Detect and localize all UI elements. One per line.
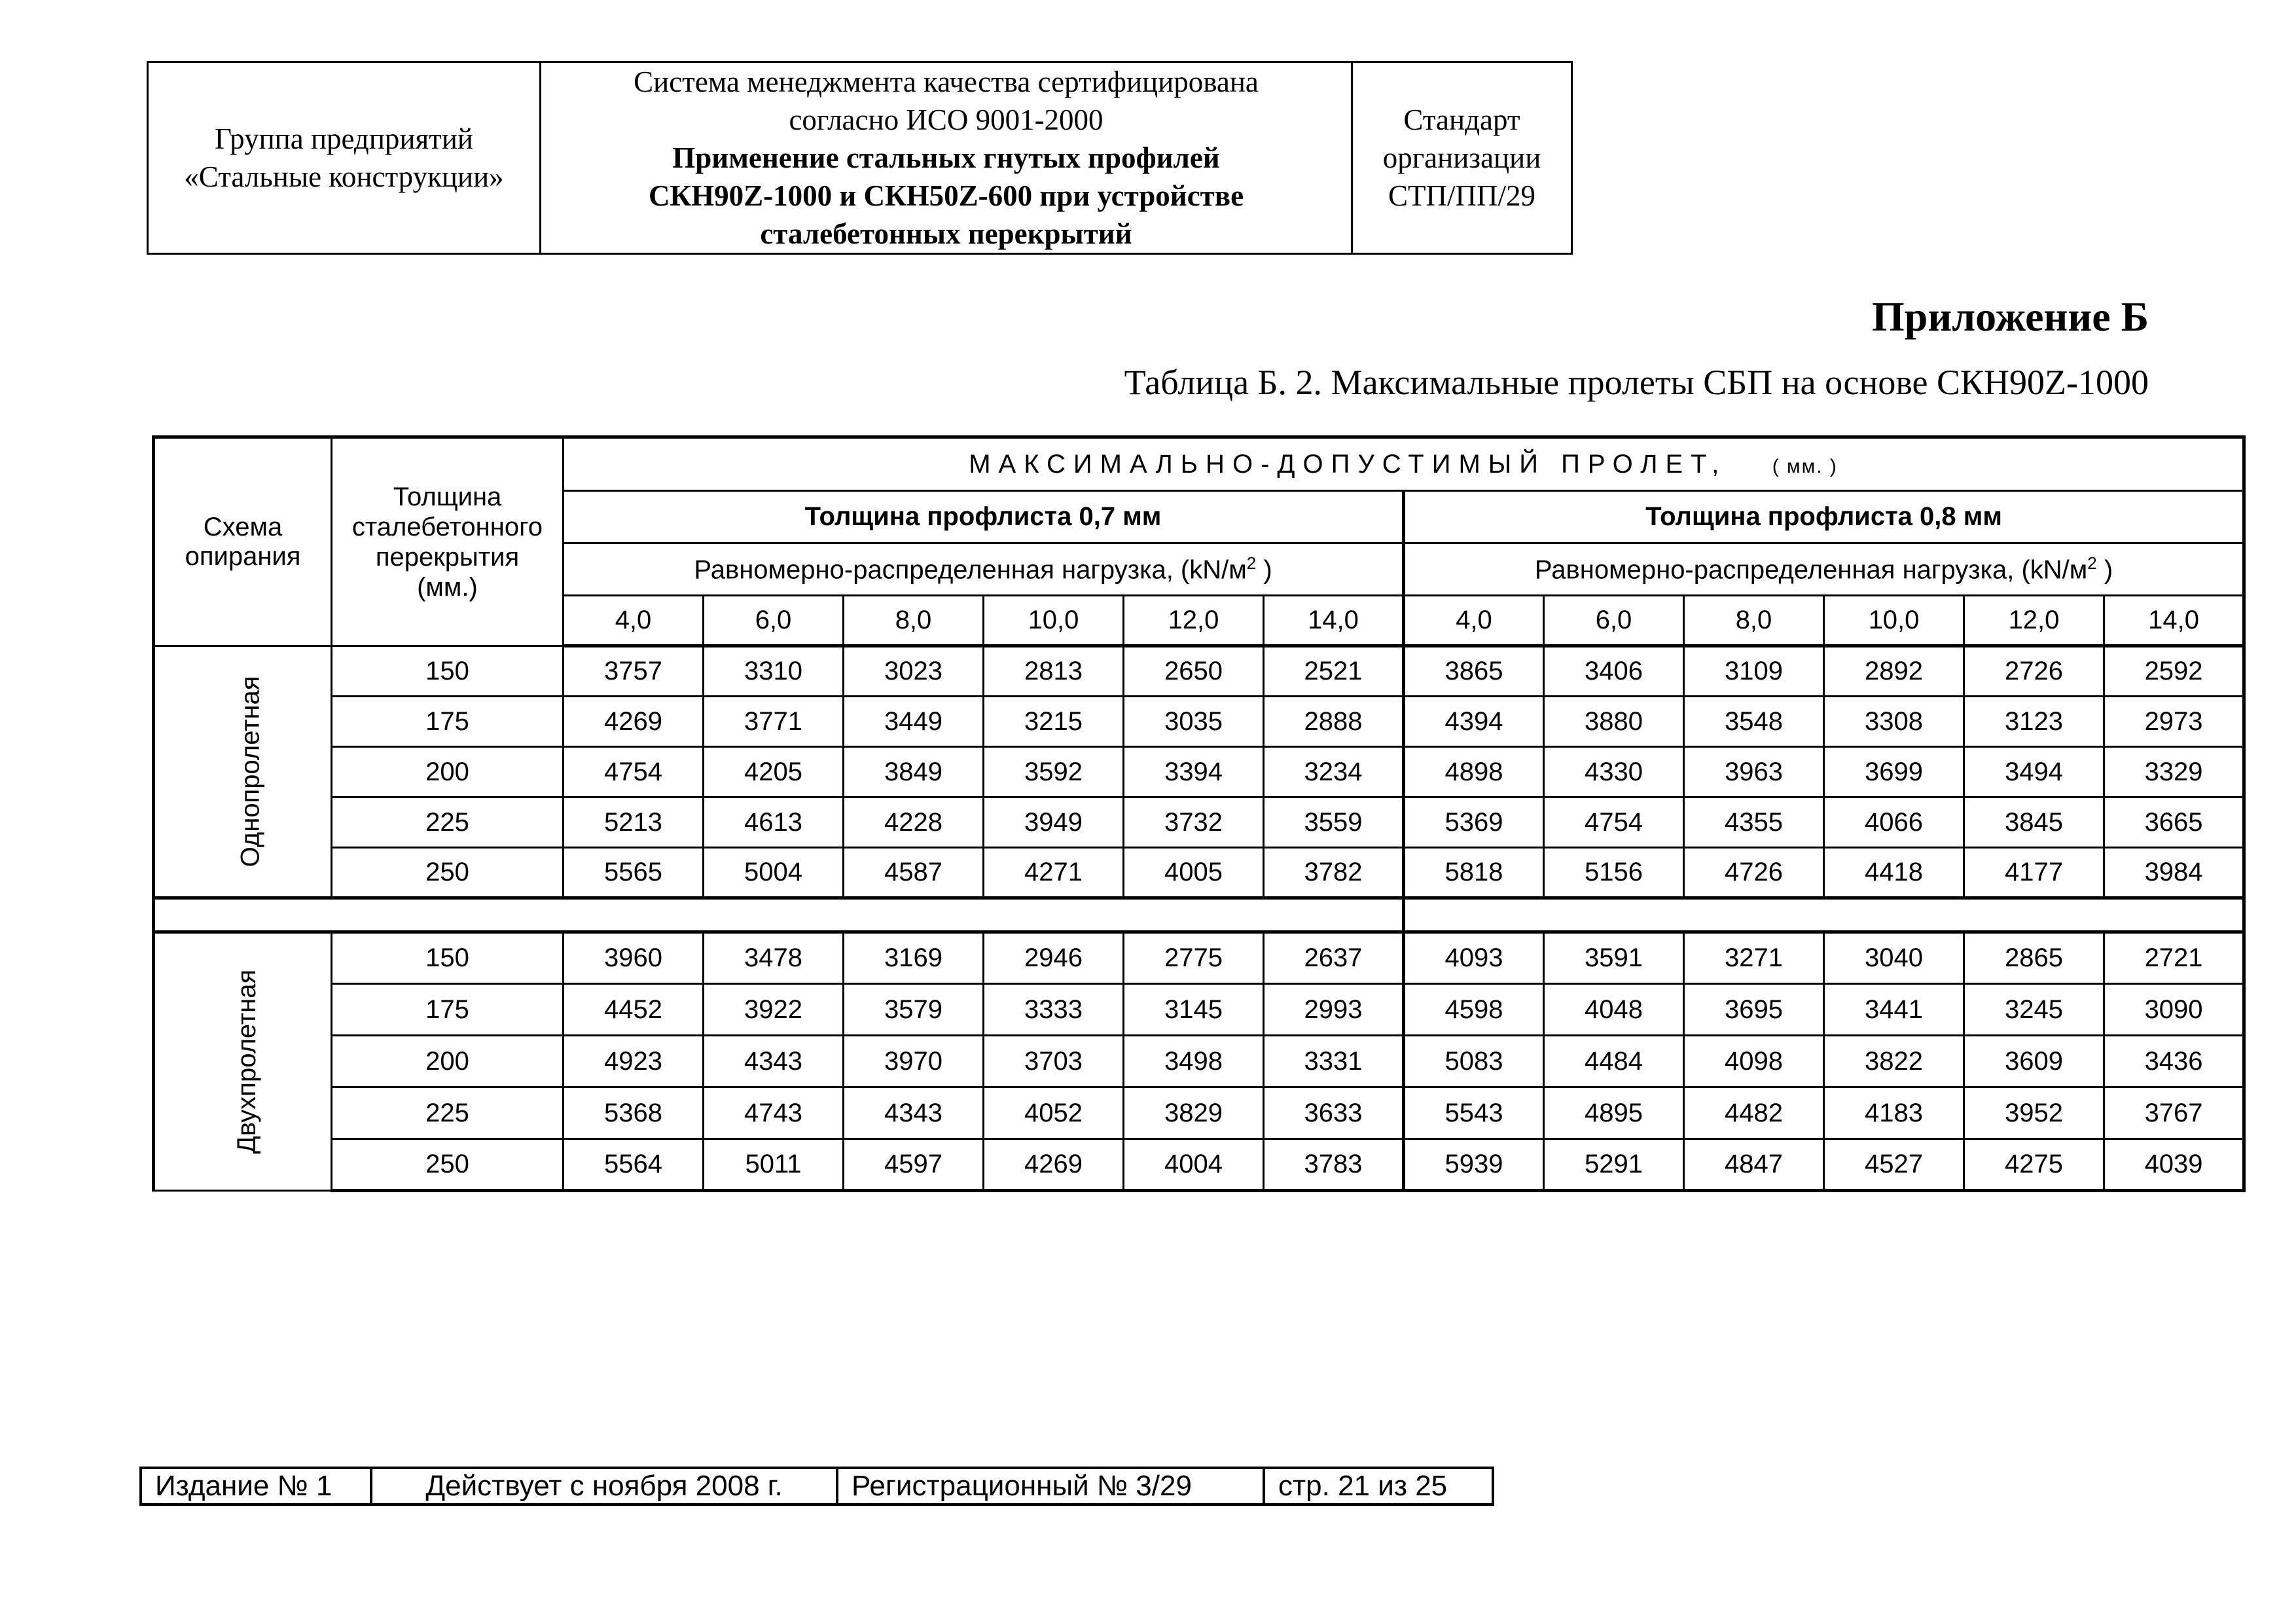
span-value-cell: 3952 xyxy=(1964,1087,2104,1139)
span-value-cell: 4004 xyxy=(1124,1139,1264,1191)
span-value-cell: 3449 xyxy=(844,697,984,747)
span-value-cell: 3271 xyxy=(1684,932,1824,984)
scheme-cell xyxy=(154,932,332,1191)
span-value-cell: 5004 xyxy=(704,848,844,898)
thickness-header-line: перекрытия xyxy=(375,542,520,572)
span-value-cell: 4743 xyxy=(704,1087,844,1139)
group-0-8-header: Толщина профлиста 0,8 мм xyxy=(1404,491,2244,543)
table-row xyxy=(154,932,2244,984)
span-value-cell: 4330 xyxy=(1544,747,1684,797)
span-value-cell: 3494 xyxy=(1964,747,2104,797)
span-value-cell: 4052 xyxy=(984,1087,1124,1139)
standard-line: СТП/ПП/29 xyxy=(1388,179,1535,212)
load-header-b xyxy=(1404,543,2244,596)
span-value-cell: 3592 xyxy=(984,747,1124,797)
span-value-cell: 4269 xyxy=(564,697,704,747)
span-value-cell: 3234 xyxy=(1264,747,1404,797)
load-sup: 2 xyxy=(2087,553,2097,574)
load-close: ) xyxy=(1256,555,1272,585)
span-value-cell: 4613 xyxy=(704,797,844,848)
table-row xyxy=(154,747,2244,797)
company-line: Группа предприятий xyxy=(214,122,474,155)
span-value-cell: 4205 xyxy=(704,747,844,797)
span-value-cell: 3922 xyxy=(704,984,844,1036)
span-value-cell: 2637 xyxy=(1264,932,1404,984)
thickness-cell: 200 xyxy=(332,747,564,797)
span-value-cell: 3703 xyxy=(984,1036,1124,1087)
section-separator xyxy=(154,898,2244,932)
span-value-cell: 3822 xyxy=(1824,1036,1964,1087)
span-value-cell: 4418 xyxy=(1824,848,1964,898)
load-value: 14,0 xyxy=(1264,596,1404,646)
span-value-cell: 3145 xyxy=(1124,984,1264,1036)
max-span-header xyxy=(564,437,2244,491)
span-value-cell: 4271 xyxy=(984,848,1124,898)
span-value-cell: 3845 xyxy=(1964,797,2104,848)
group-0-7-header: Толщина профлиста 0,7 мм xyxy=(564,491,1404,543)
scheme-label: Однопролетная xyxy=(236,676,265,867)
table-row xyxy=(154,1087,2244,1139)
span-value-cell: 5011 xyxy=(704,1139,844,1191)
span-value-cell: 2775 xyxy=(1124,932,1264,984)
span-value-cell: 4177 xyxy=(1964,848,2104,898)
appendix-title: Приложение Б xyxy=(1872,293,2149,340)
load-header-a xyxy=(564,543,1404,596)
standard-cell xyxy=(1352,62,1572,254)
table-row xyxy=(154,984,2244,1036)
span-table xyxy=(152,435,2246,1192)
document-title-line: Применение стальных гнутых профилей xyxy=(672,141,1220,174)
span-value-cell: 3963 xyxy=(1684,747,1824,797)
registration-cell: Регистрационный № 3/29 xyxy=(837,1468,1264,1504)
table-row xyxy=(154,1139,2244,1191)
span-value-cell: 3559 xyxy=(1264,797,1404,848)
qms-line: Система менеджмента качества сертифицирована xyxy=(634,65,1259,98)
load-value: 8,0 xyxy=(1684,596,1824,646)
span-value-cell: 3949 xyxy=(984,797,1124,848)
span-value-cell: 5213 xyxy=(564,797,704,848)
scheme-header-line: опирания xyxy=(185,541,301,571)
span-value-cell: 3695 xyxy=(1684,984,1824,1036)
single-span-section xyxy=(154,646,2244,898)
span-value-cell: 4923 xyxy=(564,1036,704,1087)
span-value-cell: 5368 xyxy=(564,1087,704,1139)
span-value-cell: 3591 xyxy=(1544,932,1684,984)
valid-from-cell: Действует с ноября 2008 г. xyxy=(371,1468,837,1504)
span-value-cell: 3123 xyxy=(1964,697,2104,747)
span-value-cell: 3310 xyxy=(704,646,844,697)
span-value-cell: 3035 xyxy=(1124,697,1264,747)
span-value-cell: 3829 xyxy=(1124,1087,1264,1139)
span-value-cell: 4183 xyxy=(1824,1087,1964,1139)
span-value-cell: 2865 xyxy=(1964,932,2104,984)
span-value-cell: 4269 xyxy=(984,1139,1124,1191)
span-value-cell: 4039 xyxy=(2104,1139,2244,1191)
span-value-cell: 3548 xyxy=(1684,697,1824,747)
thickness-header-line: сталебетонного xyxy=(351,512,543,541)
load-value: 14,0 xyxy=(2104,596,2244,646)
load-close: ) xyxy=(2096,555,2113,585)
span-value-cell: 2973 xyxy=(2104,697,2244,747)
scheme-column-header xyxy=(154,437,332,646)
edition-cell: Издание № 1 xyxy=(141,1468,371,1504)
span-value-cell: 2993 xyxy=(1264,984,1404,1036)
span-value-cell: 4005 xyxy=(1124,848,1264,898)
load-value: 4,0 xyxy=(1404,596,1544,646)
span-value-cell: 4343 xyxy=(844,1087,984,1139)
span-value-cell: 5818 xyxy=(1404,848,1544,898)
table-row xyxy=(154,848,2244,898)
span-value-cell: 3215 xyxy=(984,697,1124,747)
span-value-cell: 3441 xyxy=(1824,984,1964,1036)
span-value-cell: 5369 xyxy=(1404,797,1544,848)
table-row xyxy=(154,1036,2244,1087)
span-value-cell: 2888 xyxy=(1264,697,1404,747)
scheme-header-line: Схема xyxy=(203,512,283,541)
load-label: Равномерно-распределенная нагрузка, (kN/м xyxy=(694,555,1247,585)
span-value-cell: 4093 xyxy=(1404,932,1544,984)
span-value-cell: 2813 xyxy=(984,646,1124,697)
thickness-cell: 175 xyxy=(332,697,564,747)
span-value-cell: 2521 xyxy=(1264,646,1404,697)
span-value-cell: 2726 xyxy=(1964,646,2104,697)
thickness-cell: 200 xyxy=(332,1036,564,1087)
document-header xyxy=(147,61,1573,255)
span-value-cell: 5564 xyxy=(564,1139,704,1191)
span-value-cell: 4847 xyxy=(1684,1139,1824,1191)
thickness-cell: 150 xyxy=(332,646,564,697)
span-value-cell: 3849 xyxy=(844,747,984,797)
span-value-cell: 4098 xyxy=(1684,1036,1824,1087)
max-span-unit: ( мм. ) xyxy=(1772,455,1838,477)
span-value-cell: 3023 xyxy=(844,646,984,697)
thickness-cell: 175 xyxy=(332,984,564,1036)
separator-cell xyxy=(154,898,1404,932)
double-span-section xyxy=(154,932,2244,1191)
company-cell xyxy=(148,62,541,254)
span-value-cell: 3665 xyxy=(2104,797,2244,848)
span-value-cell: 2892 xyxy=(1824,646,1964,697)
span-value-cell: 3783 xyxy=(1264,1139,1404,1191)
separator-cell xyxy=(1404,898,2244,932)
company-line: «Стальные конструкции» xyxy=(184,160,504,193)
document-title-cell xyxy=(541,62,1352,254)
span-value-cell: 4895 xyxy=(1544,1087,1684,1139)
thickness-cell: 150 xyxy=(332,932,564,984)
document-footer xyxy=(139,1467,1494,1506)
document-title-line: сталебетонных перекрытий xyxy=(760,217,1132,250)
span-value-cell: 3498 xyxy=(1124,1036,1264,1087)
load-value: 6,0 xyxy=(704,596,844,646)
span-value-cell: 3109 xyxy=(1684,646,1824,697)
span-value-cell: 5565 xyxy=(564,848,704,898)
span-value-cell: 3169 xyxy=(844,932,984,984)
span-value-cell: 5291 xyxy=(1544,1139,1684,1191)
load-sup: 2 xyxy=(1246,553,1257,574)
load-label: Равномерно-распределенная нагрузка, (kN/м xyxy=(1534,555,2088,585)
span-value-cell: 4048 xyxy=(1544,984,1684,1036)
span-value-cell: 4355 xyxy=(1684,797,1824,848)
span-value-cell: 4394 xyxy=(1404,697,1544,747)
span-value-cell: 4754 xyxy=(564,747,704,797)
table-row xyxy=(154,797,2244,848)
thickness-header-line: (мм.) xyxy=(417,572,478,602)
span-value-cell: 5156 xyxy=(1544,848,1684,898)
span-value-cell: 4587 xyxy=(844,848,984,898)
span-value-cell: 3960 xyxy=(564,932,704,984)
span-value-cell: 3699 xyxy=(1824,747,1964,797)
span-value-cell: 3984 xyxy=(2104,848,2244,898)
span-value-cell: 4898 xyxy=(1404,747,1544,797)
thickness-header-line: Толщина xyxy=(393,482,502,511)
span-value-cell: 3880 xyxy=(1544,697,1684,747)
load-value: 4,0 xyxy=(564,596,704,646)
span-value-cell: 3333 xyxy=(984,984,1124,1036)
span-value-cell: 3579 xyxy=(844,984,984,1036)
standard-line: организации xyxy=(1382,141,1541,174)
span-value-cell: 3609 xyxy=(1964,1036,2104,1087)
span-value-cell: 5939 xyxy=(1404,1139,1544,1191)
span-value-cell: 3245 xyxy=(1964,984,2104,1036)
span-value-cell: 4726 xyxy=(1684,848,1824,898)
span-value-cell: 4597 xyxy=(844,1139,984,1191)
load-value: 10,0 xyxy=(1824,596,1964,646)
standard-line: Стандарт xyxy=(1403,103,1520,136)
load-value: 8,0 xyxy=(844,596,984,646)
scheme-cell xyxy=(154,646,332,898)
span-value-cell: 3865 xyxy=(1404,646,1544,697)
thickness-cell: 225 xyxy=(332,797,564,848)
span-value-cell: 4598 xyxy=(1404,984,1544,1036)
span-value-cell: 2946 xyxy=(984,932,1124,984)
table-row xyxy=(154,646,2244,697)
span-value-cell: 3308 xyxy=(1824,697,1964,747)
span-value-cell: 4527 xyxy=(1824,1139,1964,1191)
span-value-cell: 5083 xyxy=(1404,1036,1544,1087)
span-value-cell: 3040 xyxy=(1824,932,1964,984)
span-value-cell: 2592 xyxy=(2104,646,2244,697)
thickness-column-header xyxy=(332,437,564,646)
span-value-cell: 4275 xyxy=(1964,1139,2104,1191)
thickness-cell: 250 xyxy=(332,1139,564,1191)
span-value-cell: 3394 xyxy=(1124,747,1264,797)
load-value: 6,0 xyxy=(1544,596,1684,646)
span-value-cell: 2650 xyxy=(1124,646,1264,697)
load-value: 12,0 xyxy=(1124,596,1264,646)
document-title-line: СКН90Z-1000 и СКН50Z-600 при устройстве xyxy=(648,179,1244,212)
span-value-cell: 3732 xyxy=(1124,797,1264,848)
span-value-cell: 4452 xyxy=(564,984,704,1036)
thickness-cell: 250 xyxy=(332,848,564,898)
scheme-label: Двухпролетная xyxy=(232,969,262,1154)
span-value-cell: 3757 xyxy=(564,646,704,697)
span-value-cell: 3633 xyxy=(1264,1087,1404,1139)
span-value-cell: 3090 xyxy=(2104,984,2244,1036)
span-value-cell: 5543 xyxy=(1404,1087,1544,1139)
span-value-cell: 4343 xyxy=(704,1036,844,1087)
thickness-cell: 225 xyxy=(332,1087,564,1139)
span-value-cell: 3478 xyxy=(704,932,844,984)
table-row xyxy=(154,697,2244,747)
span-value-cell: 2721 xyxy=(2104,932,2244,984)
table-caption: Таблица Б. 2. Максимальные пролеты СБП на основе СКН90Z-1000 xyxy=(1124,363,2149,402)
span-value-cell: 3436 xyxy=(2104,1036,2244,1087)
span-value-cell: 4754 xyxy=(1544,797,1684,848)
qms-line: согласно ИСО 9001-2000 xyxy=(789,103,1103,136)
load-value: 10,0 xyxy=(984,596,1124,646)
max-span-label: МАКСИМАЛЬНО-ДОПУСТИМЫЙ ПРОЛЕТ, xyxy=(969,449,1727,479)
page-number-cell: стр. 21 из 25 xyxy=(1264,1468,1493,1504)
span-value-cell: 3406 xyxy=(1544,646,1684,697)
span-value-cell: 4228 xyxy=(844,797,984,848)
span-value-cell: 3767 xyxy=(2104,1087,2244,1139)
span-value-cell: 4484 xyxy=(1544,1036,1684,1087)
span-value-cell: 3329 xyxy=(2104,747,2244,797)
span-value-cell: 4066 xyxy=(1824,797,1964,848)
span-value-cell: 3331 xyxy=(1264,1036,1404,1087)
span-value-cell: 3970 xyxy=(844,1036,984,1087)
span-value-cell: 4482 xyxy=(1684,1087,1824,1139)
span-value-cell: 3782 xyxy=(1264,848,1404,898)
load-value: 12,0 xyxy=(1964,596,2104,646)
span-value-cell: 3771 xyxy=(704,697,844,747)
